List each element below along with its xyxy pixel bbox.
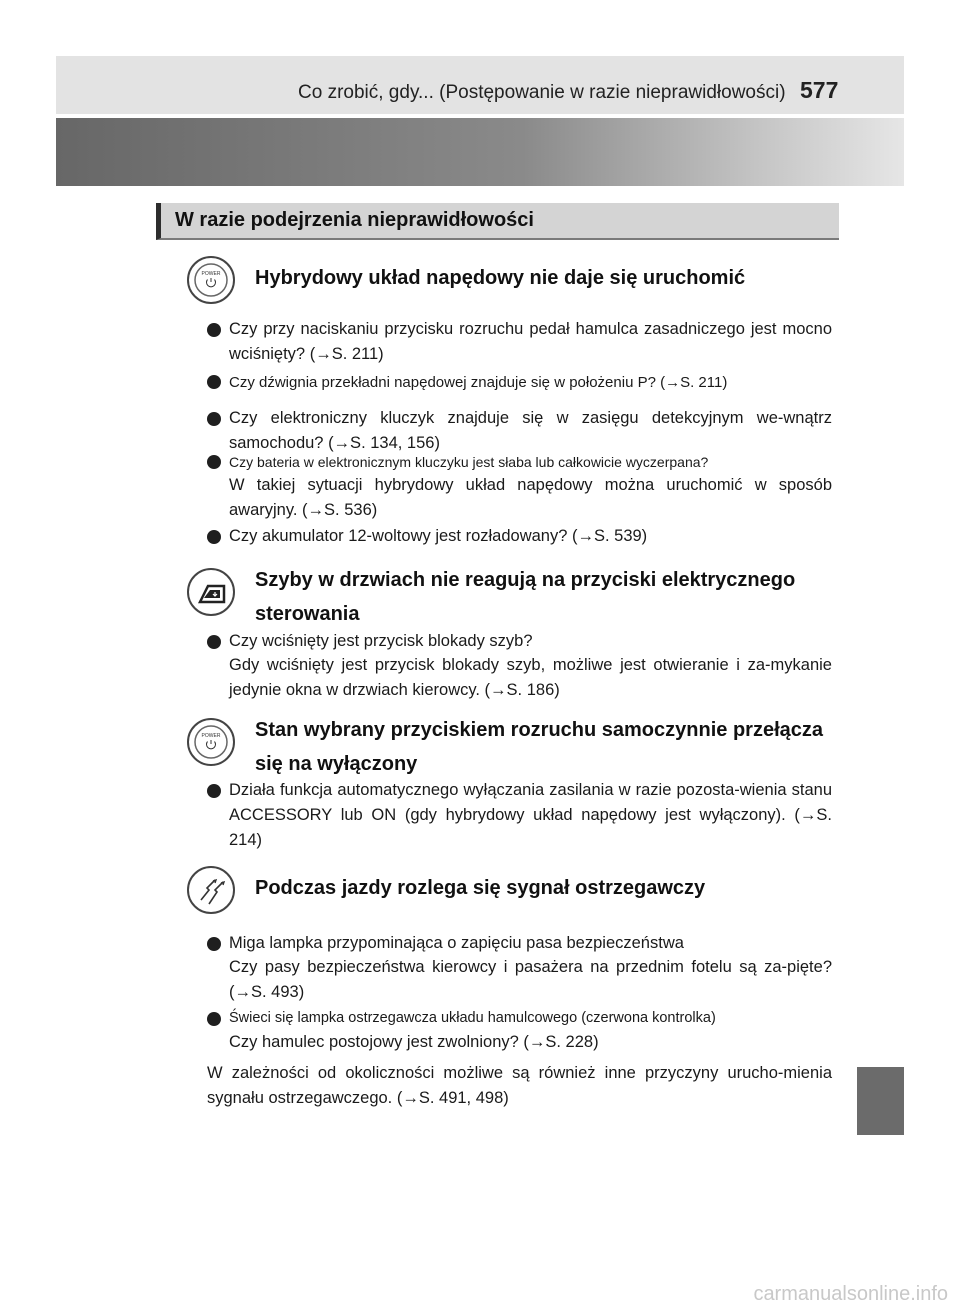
header-gradient-band (56, 118, 904, 186)
buzzer-icon (187, 866, 235, 914)
list-item: Świeci się lampka ostrzegawcza układu hamulcowego (czerwona kontrolka) (229, 1010, 716, 1026)
power-button-icon (187, 256, 235, 304)
chapter-thumb-tab (857, 1067, 904, 1135)
bullet (207, 375, 221, 389)
running-header-title: Co zrobić, gdy... (Postępowanie w razie nieprawidłowości) (298, 82, 786, 103)
page-number: 577 (800, 77, 839, 103)
closing-note: W zależności od okoliczności możliwe są również inne przyczyny urucho-mienia sygnału ostrzegawczego. (→S. 491, 498) (207, 1064, 832, 1107)
list-item: Czy przy naciskaniu przycisku rozruchu pedał hamulca zasadniczego jest mocno wciśnięty? (→S. 211) (229, 320, 832, 363)
section-title: W razie podejrzenia nieprawidłowości (175, 209, 534, 231)
bullet (207, 937, 221, 951)
list-item: Czy wciśnięty jest przycisk blokady szyb? (229, 632, 533, 650)
list-item: Czy dźwignia przekładni napędowej znajduje się w położeniu P? (→S. 211) (229, 374, 728, 391)
svg-text:POWER: POWER (201, 733, 221, 739)
svg-text:POWER: POWER (201, 271, 221, 277)
bullet (207, 635, 221, 649)
bullet (207, 784, 221, 798)
subheading-auto-power-off: Stan wybrany przyciskiem rozruchu samoczynnie przełącza się na wyłączony (255, 719, 823, 775)
list-item-detail: W takiej sytuacji hybrydowy układ napędowy można uruchomić w sposób awaryjny. (→S. 536) (229, 476, 832, 519)
list-item: Miga lampka przypominająca o zapięciu pasa bezpieczeństwa (229, 934, 684, 952)
bullet (207, 323, 221, 337)
power-button-icon (187, 718, 235, 766)
subheading-hybrid-system: Hybrydowy układ napędowy nie daje się uruchomić (255, 267, 746, 289)
list-item: Działa funkcja automatycznego wyłączania zasilania w razie pozosta-wienia stanu ACCESSORY lub ON (gdy hybrydowy układ napędowy jest wyłączony). (→S. 214) (229, 781, 832, 849)
bullet (207, 455, 221, 469)
list-item-detail: Czy pasy bezpieczeństwa kierowcy i pasażera na przednim fotelu są za-pięte? (→S. 493) (229, 958, 832, 1001)
window-icon (187, 568, 235, 616)
list-item-detail: Czy hamulec postojowy jest zwolniony? (→S. 228) (229, 1033, 599, 1051)
list-item: Czy akumulator 12-woltowy jest rozładowany? (→S. 539) (229, 527, 648, 545)
bullet (207, 1012, 221, 1026)
subheading-power-windows: Szyby w drzwiach nie reagują na przyciski elektrycznego sterowania (255, 569, 796, 625)
list-item: Czy bateria w elektronicznym kluczyku jest słaba lub całkowicie wyczerpana? (229, 454, 709, 470)
subheading-warning-buzzer: Podczas jazdy rozlega się sygnał ostrzegawczy (255, 877, 706, 899)
list-item-detail: Gdy wciśnięty jest przycisk blokady szyb, możliwe jest otwieranie i za-mykanie jedynie okna w drzwiach kierowcy. (→S. 186) (229, 656, 832, 699)
list-item: Czy elektroniczny kluczyk znajduje się w zasięgu detekcyjnym we-wnątrz samochodu? (→S. 134, 156) (229, 409, 832, 452)
bullet (207, 530, 221, 544)
bullet (207, 412, 221, 426)
watermark: carmanualsonline.info (753, 1283, 948, 1305)
